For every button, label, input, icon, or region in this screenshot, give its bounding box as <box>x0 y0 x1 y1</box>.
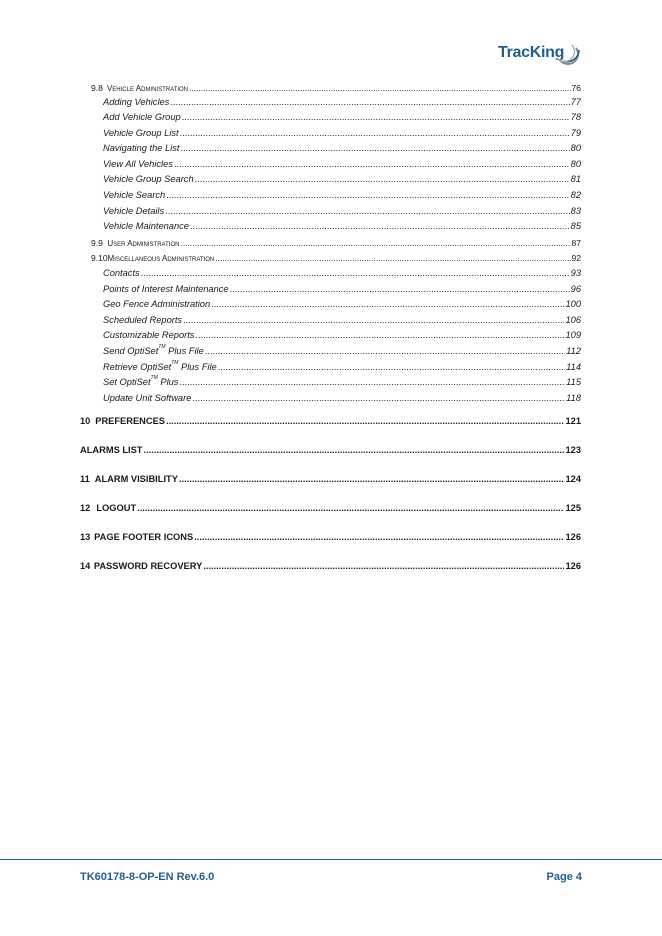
toc-page: 109 <box>565 330 581 340</box>
toc-entry-vehicle-details[interactable] <box>103 206 581 216</box>
toc-entry-vehicle-administration[interactable] <box>91 83 581 93</box>
toc-title: Scheduled Reports <box>103 315 183 325</box>
toc-entry-customizable-reports[interactable] <box>103 330 581 340</box>
toc-title: Contacts <box>103 268 140 278</box>
toc-title: Update Unit Software <box>103 393 192 403</box>
toc-page: 106 <box>565 315 581 325</box>
toc-number: 9.9 <box>91 238 103 248</box>
toc-entry-vehicle-search[interactable] <box>103 190 581 200</box>
toc-title: Adding Vehicles <box>103 97 170 107</box>
toc-entry-contacts[interactable] <box>103 268 581 278</box>
toc-page: 81 <box>570 174 581 184</box>
toc-title <box>103 362 217 372</box>
toc-entry-navigating-the-list[interactable] <box>103 143 581 153</box>
toc-title-main: Set OptiSet <box>103 377 151 387</box>
toc-entry-logout[interactable] <box>80 503 581 513</box>
leader-dots <box>195 174 570 184</box>
toc-entry-update-unit-software[interactable] <box>103 393 581 403</box>
leader-dots <box>190 221 570 231</box>
leader-dots <box>218 362 565 372</box>
toc-entry-alarms-list[interactable] <box>80 445 581 455</box>
leader-dots <box>166 190 569 200</box>
leader-dots <box>181 143 570 153</box>
toc-entry-adding-vehicles[interactable] <box>103 97 581 107</box>
toc-page: 124 <box>565 474 581 484</box>
toc-title: Vehicle Details <box>103 206 165 216</box>
toc-entry-alarm-visibility[interactable] <box>80 474 581 484</box>
toc-title-suffix: Plus File <box>165 346 204 356</box>
toc-title: PASSWORD RECOVERY <box>93 561 203 571</box>
leader-dots <box>137 503 564 513</box>
toc-number: 9.8 <box>91 83 103 93</box>
toc-title: Customizable Reports <box>103 330 195 340</box>
toc-title: Vehicle Group Search <box>103 174 194 184</box>
toc-page: 79 <box>570 128 581 138</box>
document-id: TK60178-8-OP-EN Rev.6.0 <box>80 871 215 883</box>
toc-page: 80 <box>570 159 581 169</box>
toc-entry-retrieve-optiset-plus-file[interactable] <box>103 362 581 372</box>
toc-number: 14 <box>80 561 91 571</box>
toc-title <box>103 377 178 387</box>
toc-title: ALARMS LIST <box>80 445 143 455</box>
trademark-sup: TM <box>171 360 179 366</box>
toc-title-main: Retrieve OptiSet <box>103 362 172 372</box>
toc-number: 9.10 <box>91 253 108 263</box>
leader-dots <box>215 253 570 263</box>
toc-title: User Administration <box>107 239 180 248</box>
toc-page: 125 <box>565 503 581 513</box>
toc-entry-geo-fence-administration[interactable] <box>103 299 581 309</box>
toc-number: 11 <box>80 474 90 484</box>
toc-entry-points-of-interest-maintenance[interactable] <box>103 284 581 294</box>
toc-entry-send-optiset-plus-file[interactable] <box>103 346 581 356</box>
toc-entry-miscellaneous-administration[interactable] <box>91 253 581 263</box>
toc-page: 126 <box>565 561 581 571</box>
toc-title-main: Send OptiSet <box>103 346 159 356</box>
toc-title-suffix: Plus File <box>178 362 217 372</box>
leader-dots <box>179 377 565 387</box>
leader-dots <box>195 330 564 340</box>
toc-number: 12 <box>80 503 91 513</box>
leader-dots <box>203 561 564 571</box>
toc-title: LOGOUT <box>96 503 137 513</box>
toc-title <box>103 346 204 356</box>
toc-title: PREFERENCES <box>95 416 165 426</box>
leader-dots <box>230 284 570 294</box>
toc-page: 118 <box>566 393 581 403</box>
leader-dots <box>170 97 569 107</box>
toc-title: Geo Fence Administration <box>103 299 211 309</box>
toc-title: Vehicle Group List <box>103 128 179 138</box>
trademark-sup: TM <box>150 375 158 381</box>
toc-entry-page-footer-icons[interactable] <box>80 532 581 542</box>
toc-page: 93 <box>570 268 581 278</box>
toc-number: 13 <box>80 532 91 542</box>
toc-title: View All Vehicles <box>103 159 173 169</box>
toc-title: Navigating the List <box>103 143 180 153</box>
toc-entry-vehicle-group-search[interactable] <box>103 174 581 184</box>
leader-dots <box>141 268 570 278</box>
toc-page: 126 <box>565 532 581 542</box>
toc-entry-scheduled-reports[interactable] <box>103 315 581 325</box>
toc-entry-password-recovery[interactable] <box>80 561 581 571</box>
leader-dots <box>166 416 564 426</box>
leader-dots <box>183 315 564 325</box>
toc-entry-view-all-vehicles[interactable] <box>103 159 581 169</box>
leader-dots <box>174 159 570 169</box>
leader-dots <box>179 474 565 484</box>
toc-title: Vehicle Maintenance <box>103 221 189 231</box>
leader-dots <box>189 83 571 93</box>
toc-page: 78 <box>570 112 581 122</box>
toc-title: Miscellaneous Administration <box>107 254 215 263</box>
toc-title: ALARM VISIBILITY <box>94 474 178 484</box>
toc-page: 76 <box>571 83 581 93</box>
toc-title: Vehicle Search <box>103 190 166 200</box>
leader-dots <box>192 393 565 403</box>
toc-page: 123 <box>565 445 581 455</box>
toc-title-suffix: Plus <box>157 377 179 387</box>
footer-divider <box>0 859 662 860</box>
toc-page: 83 <box>570 206 581 216</box>
leader-dots <box>180 128 570 138</box>
toc-title: Points of Interest Maintenance <box>103 284 229 294</box>
leader-dots <box>144 445 565 455</box>
trademark-sup: TM <box>158 344 166 350</box>
leader-dots <box>180 238 570 248</box>
toc-entry-vehicle-group-list[interactable] <box>103 128 581 138</box>
toc-title: Add Vehicle Group <box>103 112 181 122</box>
toc-page: 85 <box>570 221 581 231</box>
toc-entry-preferences[interactable] <box>80 416 581 426</box>
toc-page: 77 <box>570 97 581 107</box>
toc-page: 100 <box>565 299 581 309</box>
toc-page: 112 <box>566 346 581 356</box>
toc-title: Vehicle Administration <box>106 84 188 93</box>
toc-page: 115 <box>566 377 581 387</box>
toc-entry-user-administration[interactable] <box>91 238 581 248</box>
leader-dots <box>205 346 565 356</box>
toc-page: 87 <box>571 238 581 248</box>
leader-dots <box>182 112 570 122</box>
toc-page: 92 <box>571 253 581 263</box>
leader-dots <box>165 206 570 216</box>
page-number: Page 4 <box>546 871 582 883</box>
toc-page: 82 <box>570 190 581 200</box>
toc-page: 96 <box>570 284 581 294</box>
leader-dots <box>194 532 564 542</box>
toc-entry-add-vehicle-group[interactable] <box>103 112 581 122</box>
toc-entry-vehicle-maintenance[interactable] <box>103 221 581 231</box>
logo-text: TracKing <box>498 44 565 61</box>
toc-entry-set-optiset-plus[interactable] <box>103 377 581 387</box>
toc-page: 114 <box>566 362 581 372</box>
toc-title: PAGE FOOTER ICONS <box>94 532 194 542</box>
toc-page: 80 <box>570 143 581 153</box>
toc-page: 121 <box>565 416 581 426</box>
toc-number: 10 <box>80 416 91 426</box>
leader-dots <box>211 299 564 309</box>
